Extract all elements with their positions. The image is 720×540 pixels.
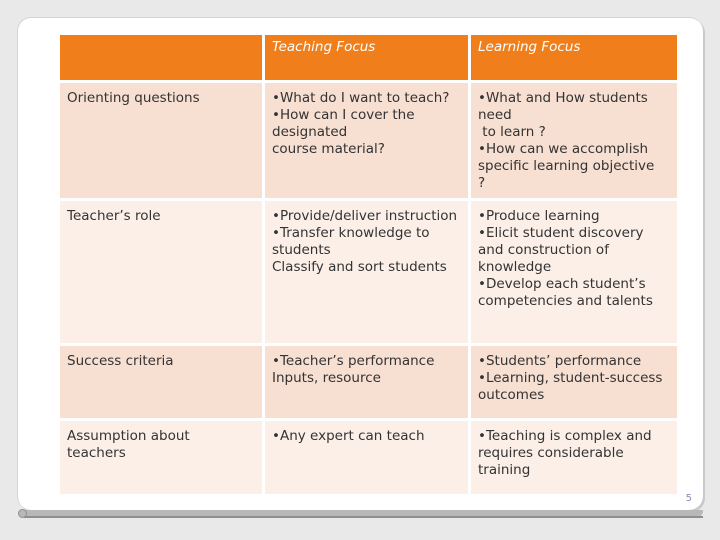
cell-line: •Any expert can teach	[272, 428, 425, 444]
cell-line: knowledge	[478, 259, 552, 275]
cell-line: need	[478, 107, 512, 123]
cell-line: •Transfer knowledge to	[272, 225, 430, 241]
cell-line: ?	[478, 175, 486, 191]
row-label-text: Orienting questions	[67, 90, 200, 106]
cell-line: designated	[272, 124, 348, 140]
teaching-cell	[265, 83, 471, 201]
cell-line: specific learning objective	[478, 158, 655, 174]
learning-cell	[471, 421, 677, 497]
frame-underline-shadow	[24, 516, 703, 518]
table-row	[60, 201, 677, 346]
cell-line: •Learning, student-success	[478, 370, 663, 386]
row-label-text: Assumption about	[67, 428, 190, 444]
table-row	[60, 421, 677, 497]
cell-line: Classify and sort students	[272, 259, 447, 275]
table-row	[60, 83, 677, 201]
cell-line: •What do I want to teach?	[272, 90, 450, 106]
cell-line: students	[272, 242, 331, 258]
cell-line: •How can I cover the	[272, 107, 415, 123]
cell-line: •Provide/deliver instruction	[272, 208, 458, 224]
cell-line: competencies and talents	[478, 293, 653, 309]
cell-line: •Teacher’s performance	[272, 353, 435, 369]
cell-line: course material?	[272, 141, 385, 157]
cell-line: to learn ?	[478, 124, 546, 140]
row-label-text: Success criteria	[67, 353, 174, 369]
row-label	[60, 83, 265, 201]
header-empty	[60, 35, 265, 83]
cell-line: outcomes	[478, 387, 545, 403]
page-number: 5	[685, 493, 692, 504]
header-teaching-focus: Teaching Focus	[265, 35, 471, 83]
teaching-cell	[265, 201, 471, 346]
cell-line: •How can we accomplish	[478, 141, 649, 157]
cell-line: requires considerable	[478, 445, 624, 461]
cell-line: •Develop each student’s	[478, 276, 646, 292]
row-label	[60, 421, 265, 497]
cell-line: •Elicit student discovery	[478, 225, 644, 241]
cell-line: training	[478, 462, 531, 478]
table-row	[60, 346, 677, 421]
cell-line: •Produce learning	[478, 208, 600, 224]
header-row	[60, 35, 677, 83]
learning-cell	[471, 83, 677, 201]
cell-line: Inputs, resource	[272, 370, 381, 386]
row-label-text: Teacher’s role	[67, 208, 161, 224]
row-label	[60, 346, 265, 421]
frame-dot	[18, 509, 27, 518]
learning-cell	[471, 201, 677, 346]
row-label	[60, 201, 265, 346]
row-label-text: teachers	[67, 445, 126, 461]
cell-line: •What and How students	[478, 90, 648, 106]
header-learning-focus: Learning Focus	[471, 35, 677, 83]
cell-line: and construction of	[478, 242, 609, 258]
teaching-cell	[265, 346, 471, 421]
learning-cell	[471, 346, 677, 421]
cell-line: •Students’ performance	[478, 353, 642, 369]
teaching-cell	[265, 421, 471, 497]
cell-line: •Teaching is complex and	[478, 428, 652, 444]
comparison-table	[60, 35, 677, 497]
